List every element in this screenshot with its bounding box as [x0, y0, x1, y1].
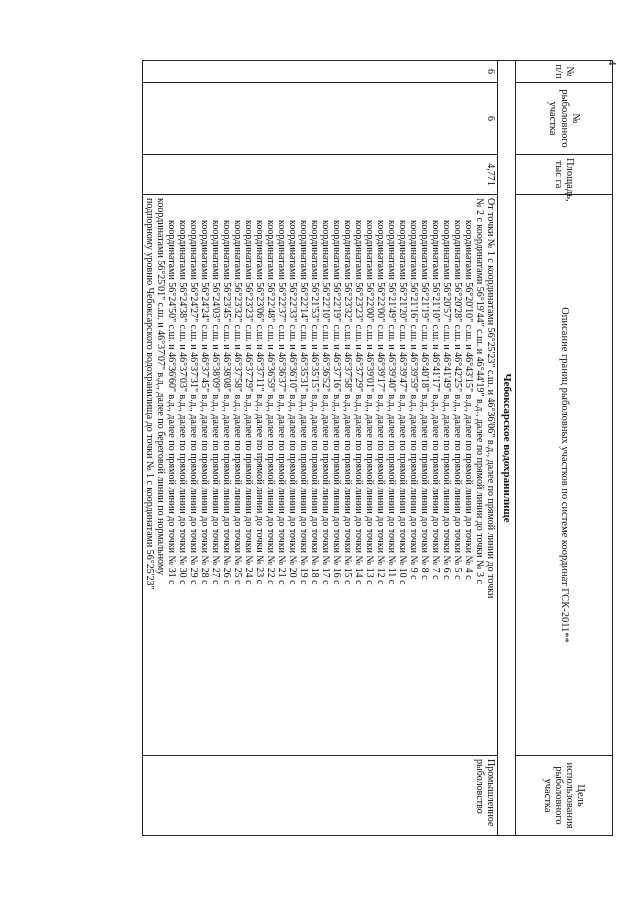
description-line: координатами 56°21'49" с.ш. и 46°39'40" в.д., далее по прямой линии до точки № 11 с [386, 220, 397, 585]
table-header-row [516, 61, 613, 836]
cell-plot-number: 6 [143, 83, 498, 155]
description-line: координатами 56°24'24" с.ш. и 46°37'45" в.д., далее по прямой линии до точки № 28 с [199, 220, 210, 585]
description-line: От точки № 1 с координатами 56°25'23" с.ш. и 46°36'06" в.д., далее по прямой линии до точки [485, 198, 496, 599]
description-line: координатами 56°23'23" с.ш. и 46°37'29" в.д., далее по прямой линии до точки № 24 с [243, 220, 254, 585]
description-line: координатами 56°22'48" с.ш. и 46°36'59" в.д., далее по прямой линии до точки № 22 с [265, 220, 276, 585]
description-line: координатами 56°22'33" с.ш. и 46°36'10" в.д., далее по прямой линии до точки № 20 с [287, 220, 298, 585]
description-line: координатами 56°20'10" с.ш. и 46°43'15" в.д., далее по прямой линии до точки № 4 с [463, 220, 474, 580]
description-line: координатами 56°21'19" с.ш. и 46°40'18" в.д., далее по прямой линии до точки № 8 с [419, 220, 430, 580]
description-line: координатами 56°20'57" с.ш. и 46°41'49" в.д., далее по прямой линии до точки № 6 с [441, 220, 452, 580]
cell-description [143, 195, 498, 756]
description-line: координатами 56°23'45" с.ш. и 46°38'08" в.д., далее по прямой линии до точки № 26 с [221, 220, 232, 585]
description-line: координатами 56°22'00" с.ш. и 46°39'01" в.д., далее по прямой линии до точки № 13 с [364, 220, 375, 585]
header-purpose: Цель использования рыболовного участка [516, 756, 613, 836]
description-line: координатами 56°23'32" с.ш. и 46°37'58" в.д., далее по прямой линии до точки № 25 с [232, 220, 243, 585]
description-line: координатами 56°21'53" с.ш. и 46°35'15" в.д., далее по прямой линии до точки № 18 с [309, 220, 320, 585]
description-line: координатами 56°23'32" с.ш. и 46°37'58" в.д., далее по прямой линии до точки № 15 с [342, 220, 353, 585]
description-line: координатами 56°23'06" с.ш. и 46°37'11" в.д., далее по прямой линии до точки № 23 с [254, 220, 265, 585]
description-line: координатами 56°22'14" с.ш. и 46°35'31" в.д., далее по прямой линии до точки № 19 с [298, 220, 309, 585]
description-line: координатами 56°23'23" с.ш. и 46°37'29" в.д., далее по прямой линии до точки № 14 с [353, 220, 364, 585]
header-area: Площадь, тыс га [516, 155, 613, 195]
page-number: 4 [606, 60, 618, 66]
cell-purpose: Промышленное рыболовство [143, 756, 498, 836]
section-title: Чебоксарское водохранилище [498, 61, 516, 836]
header-description: Описание границ рыболовных участков по системе координат ГСК-2011** [516, 195, 613, 756]
header-num: № п/п [516, 61, 613, 83]
description-line: координатами 56°22'37" с.ш. и 46°36'37" в.д., далее по прямой линии до точки № 21 с [276, 220, 287, 585]
description-line: координатами 56°24'38" с.ш. и 46°37'03" в.д., далее по прямой линии до точки № 30 с [177, 220, 188, 585]
section-row [498, 61, 516, 836]
cell-area: 4,771 [143, 155, 498, 195]
description-line: координатами 56°24'27" с.ш. и 46°37'31" в.д., далее по прямой линии до точки № 29 с [188, 220, 199, 585]
description-line: координатами 56°22'19" с.ш. и 46°37'16" в.д., далее по прямой линии до точки № 16 с [331, 220, 342, 585]
description-line: координатами 56°22'10" с.ш. и 46°36'52" в.д., далее по прямой линии до точки № 17 с [320, 220, 331, 585]
header-plot-number: № рыболовного участка [516, 83, 613, 155]
description-line: координатами 56°22'00" с.ш. и 46°39'17" в.д., далее по прямой линии до точки № 12 с [375, 220, 386, 585]
description-line: координатами 56°25'01" с.ш. и 46°37'07" в.д., далее по береговой линии по нормальному [155, 198, 166, 576]
fishing-plots-table [142, 60, 613, 836]
description-line: координатами 56°21'16" с.ш. и 46°39'59" в.д., далее по прямой линии до точки № 9 с [408, 220, 419, 580]
table-row [143, 61, 498, 836]
description-line: координатами 56°20'28" с.ш. и 46°42'25" в.д., далее по прямой линии до точки № 5 с [452, 220, 463, 580]
description-line: координатами 56°24'03" с.ш. и 46°38'09" в.д., далее по прямой линии до точки № 27 с [210, 220, 221, 585]
cell-num: 6 [143, 61, 498, 83]
description-line: координатами 56°24'50" с.ш. и 46°36'60" в.д., далее по прямой линии до точки № 31 с [166, 220, 177, 585]
description-line: № 2 с координатами 56°19'44" с.ш. и 46°44'19" в.д., далее по прямой линии до точки № 3 с [474, 198, 485, 584]
description-line: координатами 56°21'10" с.ш. и 46°41'17" в.д., далее по прямой линии до точки № 7 с [430, 220, 441, 580]
description-line: подпорному уровню Чебоксарского водохранилища до точки № 1 с координатами 56°25'23" [144, 198, 155, 590]
document-sheet [48, 60, 613, 835]
description-line: координатами 56°21'20" с.ш. и 46°39'47" в.д., далее по прямой линии до точки № 10 с [397, 220, 408, 585]
